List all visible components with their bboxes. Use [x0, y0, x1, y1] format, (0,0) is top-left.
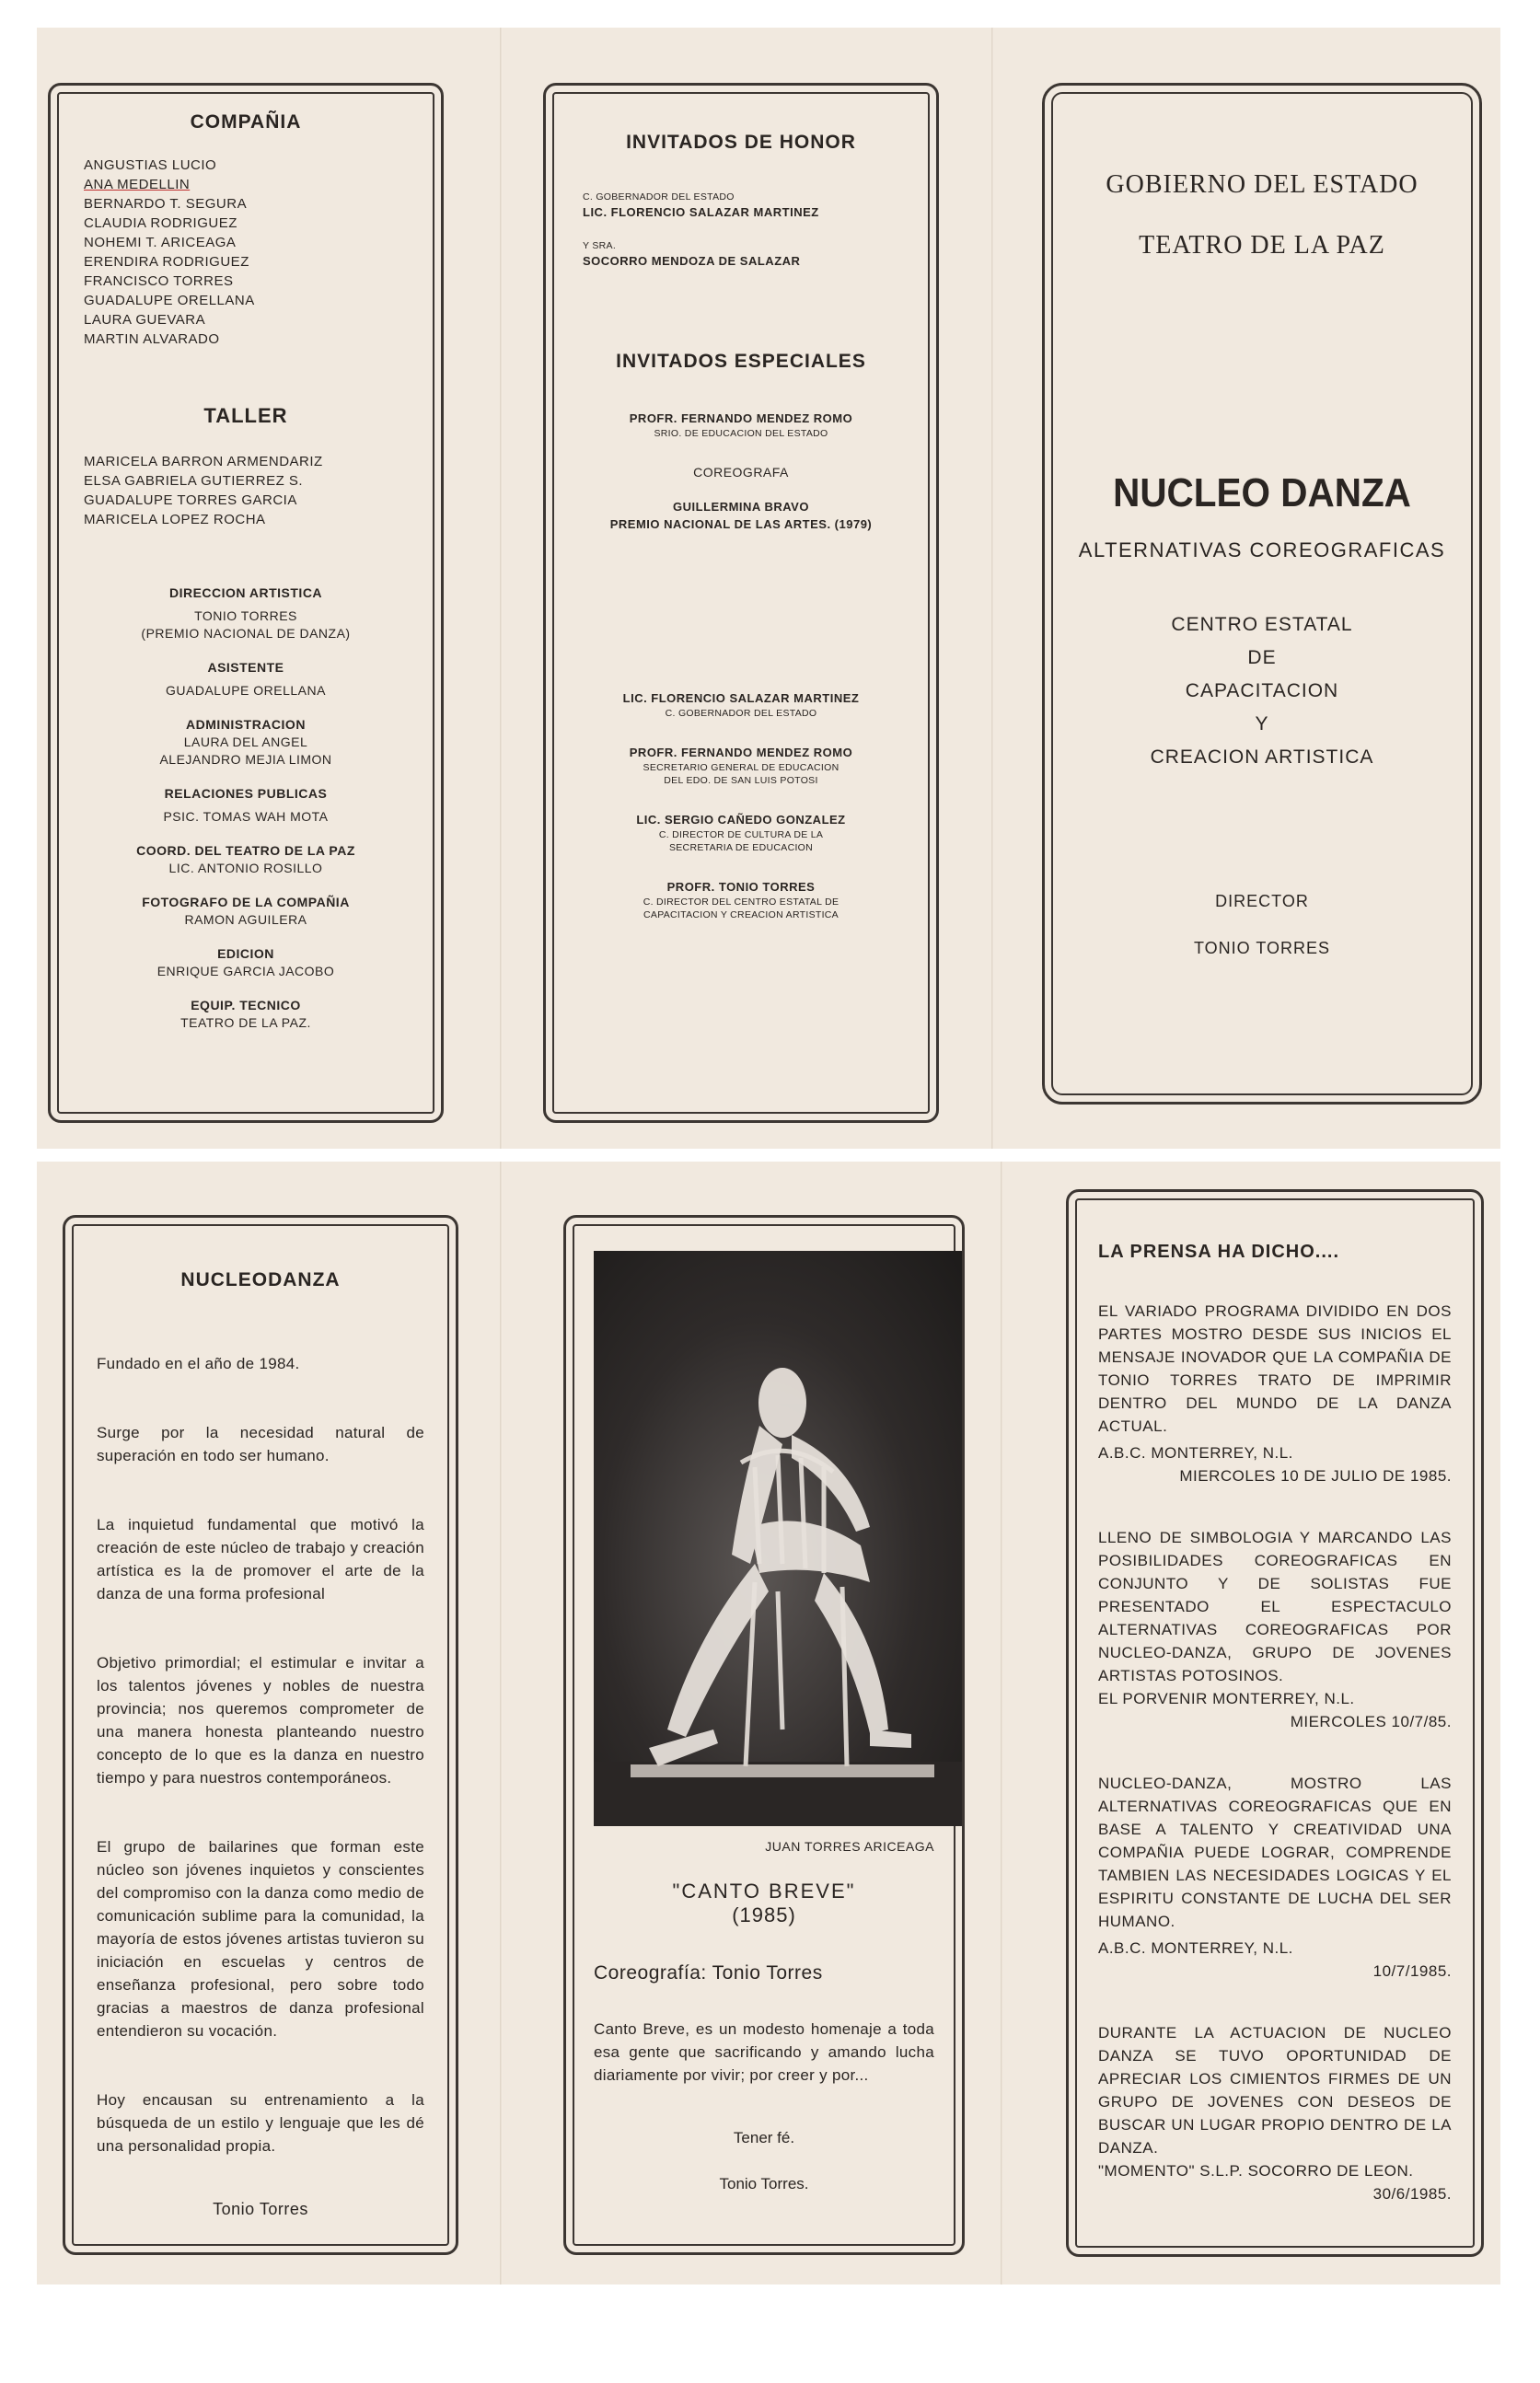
paragraph: Surge por la necesidad natural de superación en todo ser humano. [97, 1424, 424, 1464]
panel-prensa [1066, 1189, 1484, 2257]
especial-name: PROFR. FERNANDO MENDEZ ROMO [629, 411, 853, 425]
dancer-photo [594, 1251, 962, 1826]
gobierno-heading: GOBIERNO DEL ESTADO [1106, 170, 1418, 199]
paragraph: La inquietud fundamental que motivó la creación de este núcleo de trabajo y creación artística es la de promover el arte de la danza de una forma profesional [97, 1516, 424, 1602]
official-role: DEL EDO. DE SAN LUIS POTOSI [664, 775, 818, 786]
credit-role: EQUIP. TECNICO [191, 998, 301, 1012]
list-item: ANGUSTIAS LUCIO [84, 157, 217, 173]
compania-title: COMPAÑIA [190, 111, 302, 133]
credit-role: EDICION [217, 946, 274, 961]
credits [84, 584, 408, 1032]
credit-name: ENRIQUE GARCIA JACOBO [156, 964, 335, 978]
review-source: A.B.C. MONTERREY, N.L. [1098, 1939, 1293, 1957]
honor-role: C. GOBERNADOR DEL ESTADO [583, 191, 735, 202]
panel-canto-breve [563, 1215, 965, 2255]
list-item: NOHEMI T. ARICEAGA [84, 235, 237, 250]
especial-award: PREMIO NACIONAL DE LAS ARTES. (1979) [609, 517, 873, 531]
panel-invitados [543, 83, 939, 1123]
list-item: CLAUDIA RODRIGUEZ [84, 215, 237, 231]
centro-line: DE [1247, 647, 1277, 668]
fold-line [1001, 1162, 1003, 2285]
review [1098, 2021, 1452, 2205]
review-text: LLENO DE SIMBOLOGIA Y MARCANDO LAS POSIBILIDADES COREOGRAFICAS EN CONJUNTO Y DE SOLISTAS FUE PRESENTADO EL ESPECTACULO ALTERNATIVAS COREOGRAFICAS POR NUCLEO-DANZA, GRUPO DE JOVENES ARTISTAS POTOSINOS. [1098, 1529, 1452, 1684]
fold-line [500, 1162, 503, 2285]
centro-line: CAPACITACION [1185, 680, 1339, 701]
honor-name: SOCORRO MENDOZA DE SALAZAR [583, 254, 801, 268]
especiales-title: INVITADOS ESPECIALES [616, 351, 866, 372]
review-date: 10/7/1985. [1372, 1962, 1452, 1980]
dedication-text: Canto Breve, es un modesto homenaje a toda esa gente que sacrificando y amando lucha diariamente por vivir; por creer y por... [594, 2020, 934, 2084]
dancer-on-chair-illustration [594, 1251, 962, 1826]
honor-name: LIC. FLORENCIO SALAZAR MARTINEZ [583, 205, 819, 219]
photo-credit: JUAN TORRES ARICEAGA [765, 1839, 934, 1854]
official-role: SECRETARIA DE EDUCACION [668, 842, 814, 853]
credit-role: ADMINISTRACION [186, 717, 306, 732]
review-text: NUCLEO-DANZA, MOSTRO LAS ALTERNATIVAS COREOGRAFICAS QUE EN BASE A TALENTO Y CREATIVIDAD UNA COMPAÑIA PUEDE LOGRAR, COMPRENDE TAMBIEN LAS NECESIDADES LOGICAS Y EL ESPIRITU CONSTANTE DE LUCHA DEL SER HUMANO. [1098, 1775, 1452, 1930]
motto: Tener fé. [733, 2129, 795, 2146]
credit-role: RELACIONES PUBLICAS [164, 786, 328, 801]
official-name: LIC. FLORENCIO SALAZAR MARTINEZ [622, 691, 860, 705]
review [1098, 1300, 1452, 1487]
credit-name: LAURA DEL ANGEL [183, 735, 308, 749]
list-item: MARICELA LOPEZ ROCHA [84, 512, 266, 527]
credit-role: FOTOGRAFO DE LA COMPAÑIA [142, 895, 350, 909]
credit-name: LIC. ANTONIO ROSILLO [168, 861, 323, 875]
official-role: C. GOBERNADOR DEL ESTADO [665, 708, 817, 719]
list-item: GUADALUPE ORELLANA [84, 293, 255, 308]
credit-name: RAMON AGUILERA [184, 912, 307, 927]
list-item: MARICELA BARRON ARMENDARIZ [84, 454, 323, 469]
choreography-credit: Coreografía: Tonio Torres [594, 1962, 823, 1984]
signature: Tonio Torres. [719, 2175, 809, 2192]
work-year: (1985) [732, 1903, 796, 1926]
fold-line [500, 28, 503, 1149]
credit-name: PSIC. TOMAS WAH MOTA [163, 809, 329, 824]
list-item: BERNARDO T. SEGURA [84, 196, 248, 212]
review-date: MIERCOLES 10 DE JULIO DE 1985. [1179, 1467, 1452, 1485]
taller-list [84, 452, 408, 529]
official-role: C. DIRECTOR DE CULTURA DE LA [658, 829, 824, 840]
prensa-title: LA PRENSA HA DICHO.... [1098, 1242, 1340, 1262]
honor-role: Y SRA. [583, 240, 617, 251]
centro-line: CREACION ARTISTICA [1150, 746, 1374, 768]
paragraph: Fundado en el año de 1984. [97, 1355, 300, 1372]
official-role: SECRETARIO GENERAL DE EDUCACION [643, 762, 839, 773]
list-item: ANA MEDELLIN [84, 177, 191, 192]
fold-line [991, 28, 994, 1149]
list-item: FRANCISCO TORRES [84, 273, 234, 289]
especial-name: GUILLERMINA BRAVO [673, 500, 809, 514]
cover-title: NUCLEO DANZA [1113, 470, 1411, 515]
list-item: ERENDIRA RODRIGUEZ [84, 254, 249, 270]
review-source: "MOMENTO" S.L.P. SOCORRO DE LEON. [1098, 2162, 1414, 2180]
nucleodanza-title: NUCLEODANZA [180, 1269, 341, 1290]
review [1098, 1772, 1452, 1983]
official-name: PROFR. FERNANDO MENDEZ ROMO [629, 746, 853, 759]
list-item: MARTIN ALVARADO [84, 331, 220, 347]
cover-subtitle: ALTERNATIVAS COREOGRAFICAS [1078, 538, 1446, 561]
list-item: GUADALUPE TORRES GARCIA [84, 492, 297, 508]
centro-line: CENTRO ESTATAL [1171, 614, 1353, 635]
brochure-outer-side [37, 28, 1500, 1149]
teatro-heading: TEATRO DE LA PAZ [1139, 231, 1385, 260]
credit-name: TONIO TORRES [194, 608, 297, 623]
list-item: LAURA GUEVARA [84, 312, 206, 328]
credit-role: DIRECCION ARTISTICA [168, 585, 323, 600]
centro-block [1078, 608, 1446, 774]
especial-role: SRIO. DE EDUCACION DEL ESTADO [654, 428, 828, 439]
director-name: TONIO TORRES [1193, 939, 1331, 957]
review-date: 30/6/1985. [1372, 2185, 1452, 2203]
coreografa-label: COREOGRAFA [693, 465, 789, 480]
honor-title: INVITADOS DE HONOR [626, 132, 856, 153]
official-role: C. DIRECTOR DEL CENTRO ESTATAL DE [643, 897, 839, 908]
credit-name: ALEJANDRO MEJIA LIMON [159, 752, 332, 767]
compania-list [84, 156, 408, 349]
official-name: LIC. SERGIO CAÑEDO GONZALEZ [636, 813, 846, 827]
review-date: MIERCOLES 10/7/85. [1290, 1713, 1452, 1730]
signature: Tonio Torres [213, 2200, 308, 2218]
review [1098, 1526, 1452, 1733]
director-label: DIRECTOR [1215, 892, 1309, 910]
credit-role: COORD. DEL TEATRO DE LA PAZ [136, 843, 355, 858]
centro-line: Y [1255, 713, 1269, 735]
work-title: "CANTO BREVE" [672, 1880, 856, 1903]
credit-name: (PREMIO NACIONAL DE DANZA) [141, 626, 351, 641]
review-text: DURANTE LA ACTUACION DE NUCLEO DANZA SE TUVO OPORTUNIDAD DE APRECIAR LOS CIMIENTOS FIRMES DE UN GRUPO DE JOVENES CON DESEOS DE BUSCAR UN LUGAR PROPIO DENTRO DE LA DANZA. [1098, 2024, 1452, 2157]
panel-compania [48, 83, 444, 1123]
review-source: A.B.C. MONTERREY, N.L. [1098, 1444, 1293, 1462]
official-name: PROFR. TONIO TORRES [666, 880, 816, 894]
paragraph: Hoy encausan su entrenamiento a la búsqueda de un estilo y lenguaje que les dé una personalidad propia. [97, 2091, 424, 2155]
credit-role: ASISTENTE [207, 660, 284, 675]
panel-cover [1042, 83, 1482, 1105]
paragraph: El grupo de bailarines que forman este núcleo son jóvenes inquietos y conscientes del compromiso con la danza como medio de comunicación sublime para la comunidad, la mayoría de estos jóvenes artistas tuvieron su iniciación en escuelas y centros de enseñanza profesional, pero sobre todo gracias a maestros de danza profesional entendieron su vocación. [97, 1838, 424, 2040]
official-role: CAPACITACION Y CREACION ARTISTICA [643, 909, 839, 920]
paragraph: Objetivo primordial; el estimular e invitar a los talentos jóvenes y nobles de nuestra provincia; nos queremos comprometer de una manera honesta planteando nuestro concepto de lo que es la danza en nuestro tiempo y para nuestros contemporáneos. [97, 1654, 424, 1787]
list-item: ELSA GABRIELA GUTIERREZ S. [84, 473, 304, 489]
taller-title: TALLER [203, 404, 288, 427]
credit-name: TEATRO DE LA PAZ. [180, 1015, 311, 1030]
brochure-inner-side [37, 1162, 1500, 2285]
credit-name: GUADALUPE ORELLANA [166, 683, 326, 698]
panel-nucleodanza [63, 1215, 458, 2255]
review-text: EL VARIADO PROGRAMA DIVIDIDO EN DOS PARTES MOSTRO DESDE SUS INICIOS EL MENSAJE INOVADOR QUE LA COMPAÑIA DE TONIO TORRES TRATO DE IMPRIMIR DENTRO DEL MUNDO DE LA DANZA ACTUAL. [1098, 1302, 1452, 1435]
review-source: EL PORVENIR MONTERREY, N.L. [1098, 1690, 1355, 1707]
